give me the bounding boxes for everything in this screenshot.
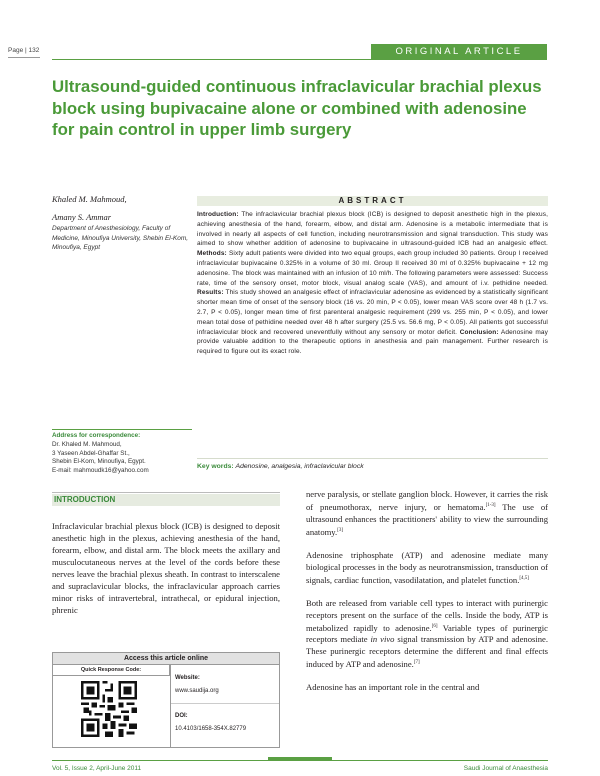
- keywords: [197, 463, 548, 470]
- abstract-conclusion-text: Adenosine may provide valuable addition to the therapeutic options in anesthesia and pain management. Further research is required to figure out its exact role.: [197, 328, 549, 356]
- access-box-heading: Access this article online: [53, 653, 279, 665]
- abstract-heading: ABSTRACT: [197, 196, 548, 206]
- keywords-label: Key words:: [197, 463, 234, 470]
- page-number: Page | 132: [8, 47, 40, 54]
- access-online-box: [52, 652, 280, 748]
- abstract-methods-text: Sixty adult patients were divided into two equal groups, each group included 30 patients. Group I received infraclavicular bupivacaine 0.325% in a volume of 30 ml. Group II received 30 ml of 0.325% bupivacaine + 12 mg adenosine. The block was maintained with an infusion of 10 ml/h. The following parameters were assessed: Success rate, time of the sensory onset, motor block, visual analog scale (VAS), and amount of i.v. pethidine needed.: [197, 250, 548, 287]
- citation[interactable]: [7]: [413, 660, 420, 666]
- paragraph: Adenosine triphosphate (ATP) and adenosine mediate many biological processes in the body as neurotransmission, transduction of signals, cardiac function, vasodilatation, and platelet function.[4,5]: [306, 549, 548, 585]
- correspondence-email: E-mail: mahmoudk16@yahoo.com: [52, 467, 149, 475]
- correspondence-block: [52, 432, 197, 476]
- doi-link[interactable]: 10.4103/1658-354X.82779: [175, 726, 247, 732]
- footer-accent: [268, 757, 332, 761]
- body-column-right: [306, 488, 548, 704]
- author-name: Khaled M. Mahmoud,: [52, 194, 127, 204]
- intro-rule: [52, 492, 280, 493]
- abstract-methods-label: Methods:: [197, 250, 227, 258]
- header-rule: [52, 59, 547, 60]
- correspondence-heading: Address for correspondence:: [52, 432, 141, 439]
- paragraph: nerve paralysis, or stellate ganglion block. However, it carries the risk of pneumothorax, nerve injury, or hematoma.[1-3] The use of ultrasound enhances the practitioners' ability to view the surrounding anatomy.[3]: [306, 489, 548, 537]
- abstract-results-text: This study showed an analgesic effect of infraclavicular adenosine as evidenced by a statistically significant shorter mean time of onset of the sensory block (16 vs. 20 min, P < 0.05), lower mean VAS score over 48 h (1.7 vs. 2.7, P < 0.05), longer mean time of first parenteral analgesic requirement (299 vs. 255 min, P < 0.05), and lower mean total dose of pethidine needed over 48 h after surgery (25.5 vs. 56.6 mg, P < 0.05). All patients got successful infraclavicular block and recovered uneventfully without any sensory or motor deficit.: [197, 289, 548, 336]
- correspondence-line: Dr. Khaled M. Mahmoud,: [52, 440, 122, 448]
- keywords-value: Adenosine, analgesia, infraclavicular block: [235, 463, 364, 470]
- author-name: Amany S. Ammar: [52, 212, 112, 222]
- paragraph: Adenosine has an important role in the central and: [306, 682, 480, 693]
- body-column-left: [52, 520, 280, 627]
- abstract-body: [197, 210, 548, 357]
- access-box-divider: [170, 665, 171, 747]
- footer-journal: Saudi Journal of Anaesthesia: [463, 765, 548, 772]
- citation[interactable]: [1-3]: [485, 503, 496, 508]
- correspondence-line: 3 Yaseen Abdel-Ghaffar St.,: [52, 449, 130, 457]
- abstract-conclusion-label: Conclusion:: [459, 328, 499, 336]
- doi-label: DOI:: [175, 713, 188, 719]
- abstract-intro-label: Introduction:: [197, 211, 239, 218]
- citation[interactable]: [3]: [337, 527, 344, 533]
- website-label: Website:: [175, 675, 200, 681]
- abstract-rule: [197, 458, 548, 459]
- qr-code-icon[interactable]: [81, 681, 137, 737]
- qr-code-label: Quick Response Code:: [53, 665, 170, 676]
- citation[interactable]: [6]: [431, 623, 438, 629]
- page-number-rule: [8, 57, 40, 58]
- correspondence-line: Shebin El-Kom, Minoufiya, Egypt.: [52, 458, 146, 466]
- author-affiliation: Department of Anesthesiology, Faculty of Medicine, Minoufiya University, Shebin El-Kom, Minoufiya, Egypt: [52, 225, 189, 251]
- introduction-heading: INTRODUCTION: [52, 494, 280, 506]
- citation[interactable]: [4,5]: [519, 575, 529, 581]
- author-list: [52, 190, 192, 226]
- section-banner: ORIGINAL ARTICLE: [371, 44, 547, 59]
- correspondence-rule: [52, 429, 192, 430]
- website-link[interactable]: www.saudija.org: [175, 688, 219, 694]
- access-box-separator: [171, 703, 279, 704]
- paragraph: Both are released from variable cell types to interact with purinergic receptors present on the surface of the cells. Inside the body, ATP is metabolized rapidly to adenosine.[6] Variable types of purinergic receptors mediate in vivo signal transmission by ATP and adenosine. These purinergic receptors determine the different and final effects induced by ATP and adenosine.[7]: [306, 597, 548, 670]
- article-title: Ultrasound-guided continuous infraclavicular brachial plexus block using bupivacaine alone or combined with adenosine for pain control in upper limb surgery: [52, 77, 542, 139]
- paragraph: Infraclavicular brachial plexus block (ICB) is designed to deposit anesthetic high in the plexus, achieving anesthesia of the hand, forearm, elbow, and distal arm. The block meets the axillary and musculocutaneous nerves at the level of the cords before these nerves leave the brachial plexus sheath. In contrast to interscalene and supraclavicular blocks, the infraclavicular approach carries minor risks of intravertebral, intrathecal, or epidural injection, phrenic: [52, 521, 280, 615]
- abstract-results-label: Results:: [197, 289, 224, 297]
- abstract-intro-text: The infraclavicular brachial plexus block (ICB) is designed to deposit anesthetic high in the plexus, achieving anesthesia of the hand, forearm, elbow, and distal arm. Adenosine is a metabolic intermediate that is involved in nearly all aspects of cell function, including neurotransmission and signal transduction. This study was aimed to show whether addition of adenosine to bupivacaine in ultrasound-guided ICB had an analgesic effect.: [197, 211, 548, 248]
- footer-issue: Vol. 5, Issue 2, April-June 2011: [52, 765, 142, 772]
